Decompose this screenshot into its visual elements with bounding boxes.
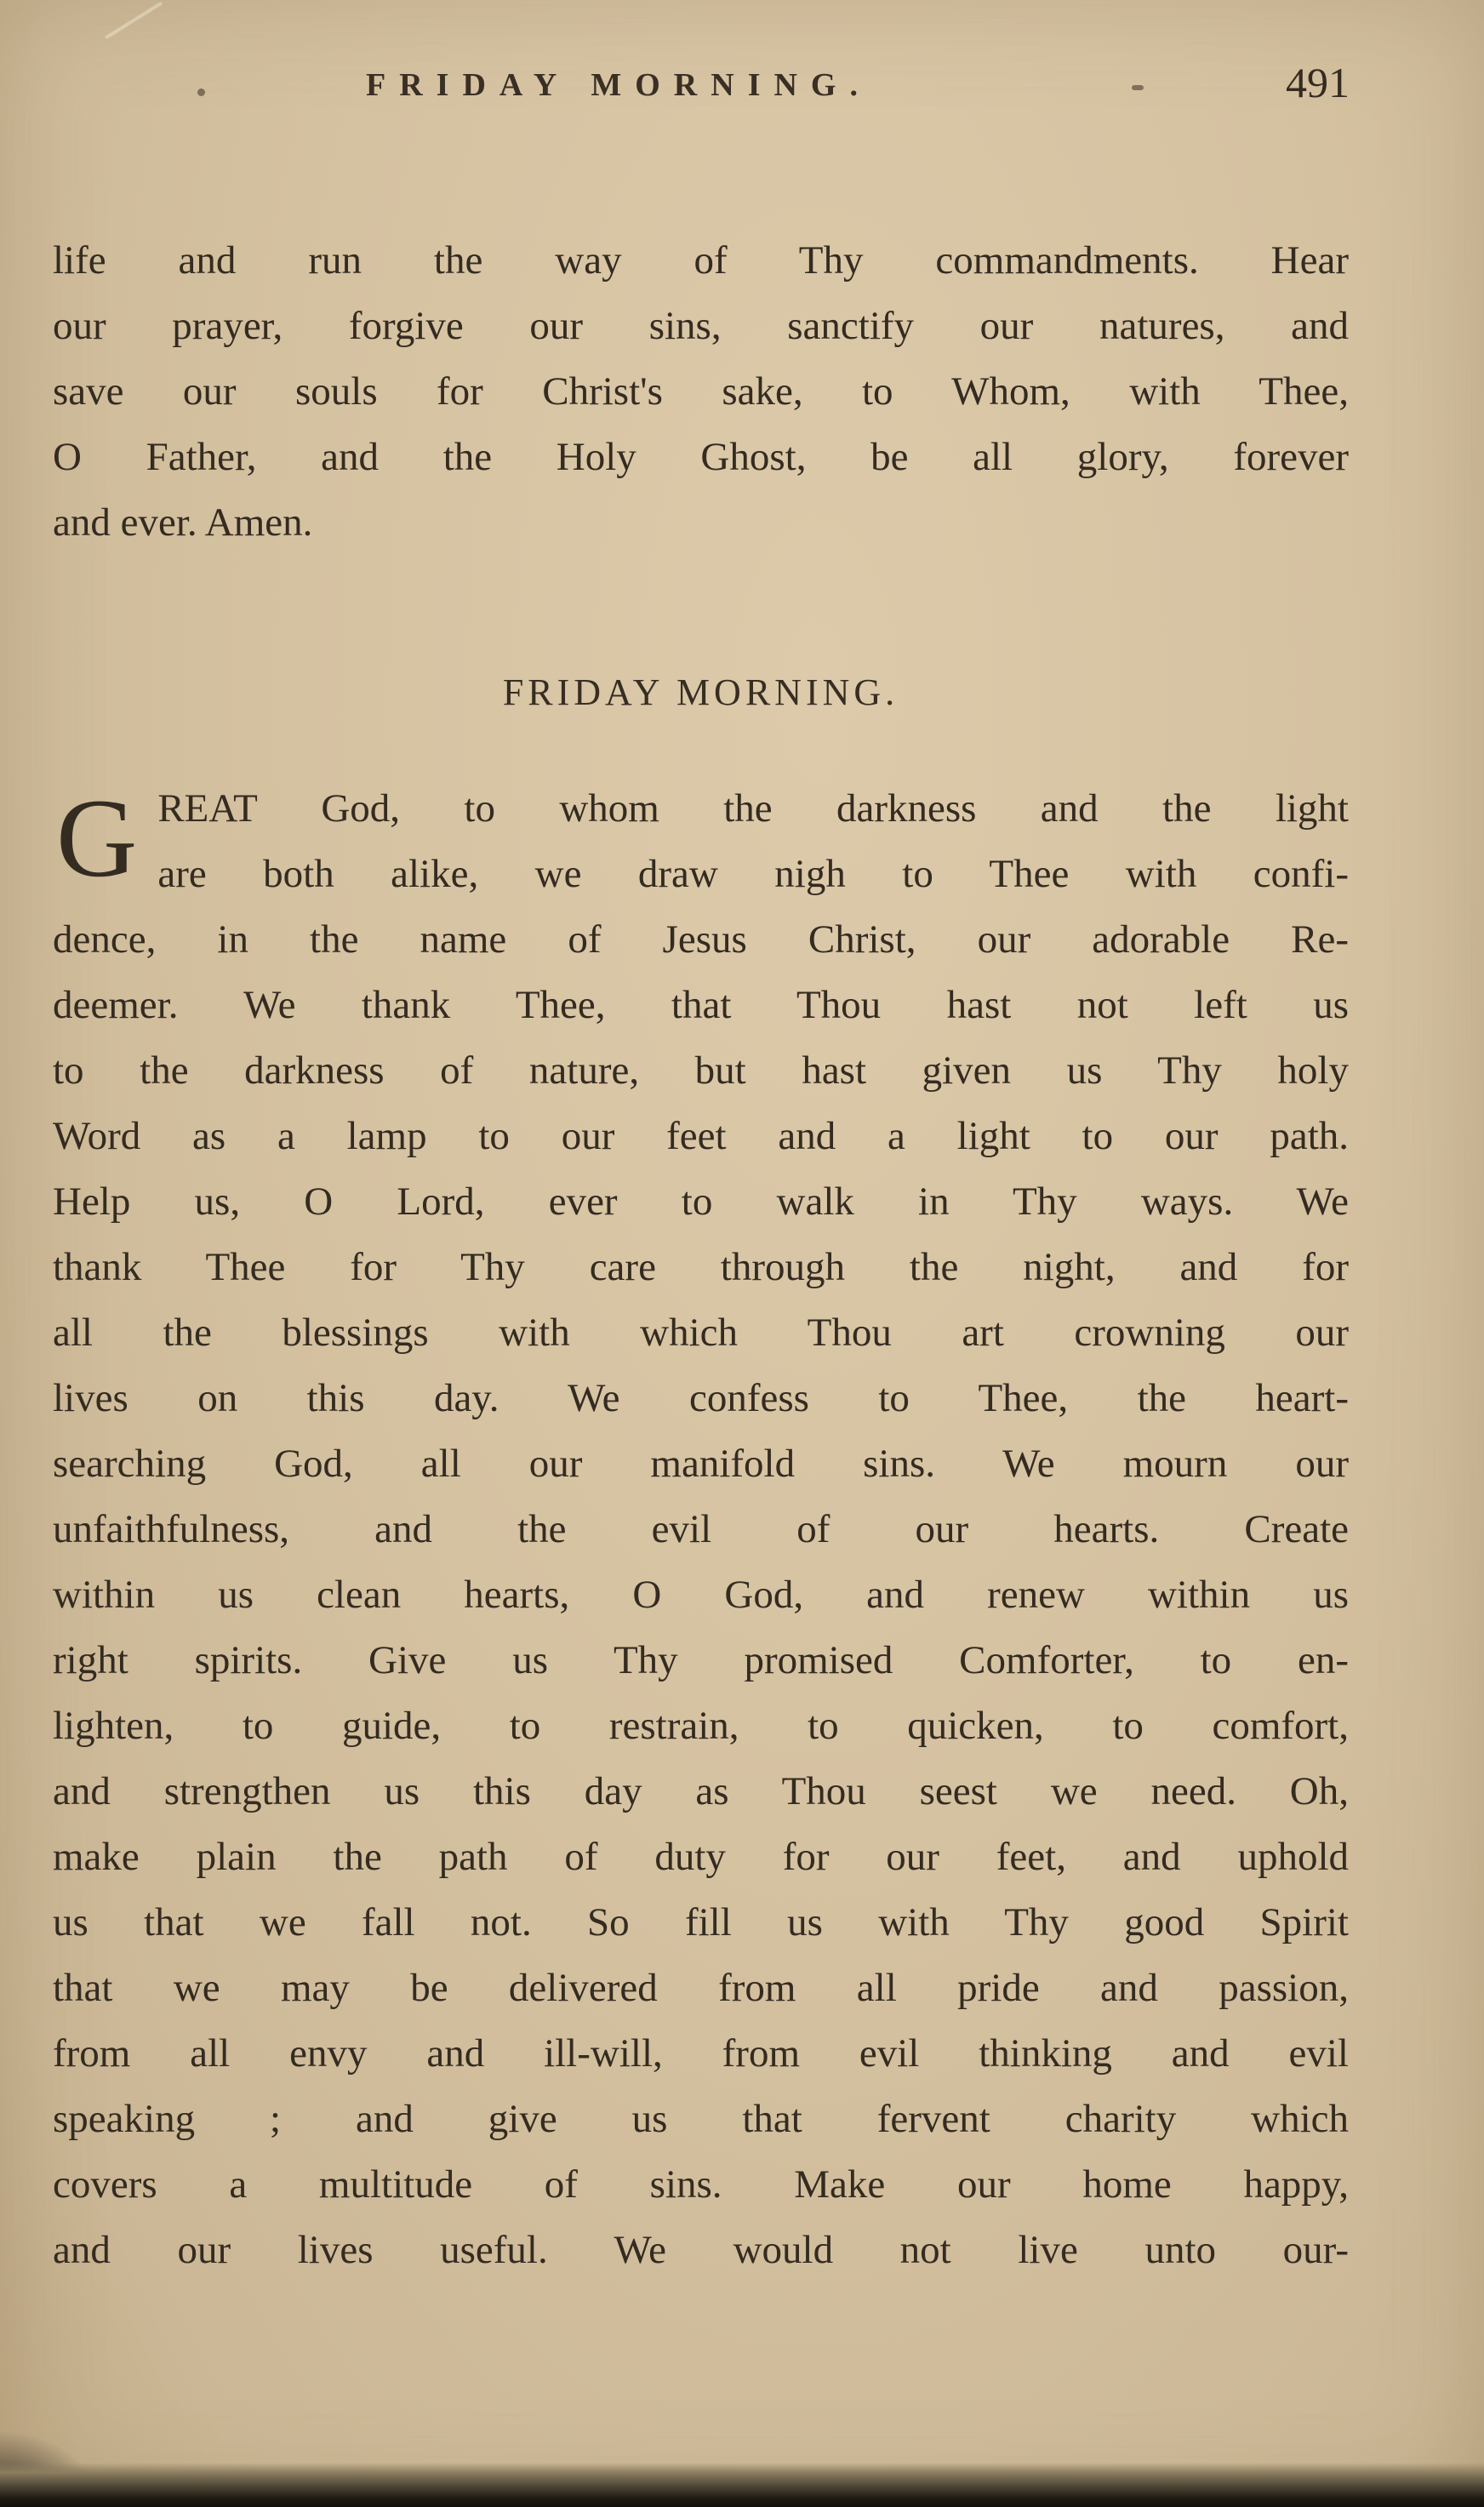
text-line: speaking ; and give us that fervent charity which (53, 2097, 1349, 2141)
text-line: REAT God, to whom the darkness and the light (157, 786, 1349, 831)
text-line: are both alike, we draw nigh to Thee with confi- (157, 852, 1349, 896)
text-line: O Father, and the Holy Ghost, be all glory, forever (53, 435, 1349, 479)
text-line: searching God, all our manifold sins. We mourn our (53, 1442, 1349, 1486)
page-number: 491 (1286, 59, 1350, 106)
running-header: FRIDAY MORNING. (366, 67, 871, 103)
text-line: and strengthen us this day as Thou seest we need. Oh, (53, 1769, 1349, 1813)
text-line: deemer. We thank Thee, that Thou hast not left us (53, 983, 1349, 1027)
section-heading: FRIDAY MORNING. (502, 671, 899, 713)
text-line: us that we fall not. So fill us with Thy good Spirit (53, 1900, 1349, 1944)
text-line: make plain the path of duty for our feet, and uphold (53, 1835, 1349, 1879)
text-line: Help us, O Lord, ever to walk in Thy ways. We (53, 1179, 1349, 1224)
text-line: our prayer, forgive our sins, sanctify our natures, and (53, 304, 1349, 348)
text-line: right spirits. Give us Thy promised Comforter, to en- (53, 1638, 1349, 1682)
text-line: from all envy and ill-will, from evil thinking and evil (53, 2031, 1349, 2076)
text-line: and our lives useful. We would not live unto our- (53, 2228, 1349, 2272)
text-line: to the darkness of nature, but hast given us Thy holy (53, 1048, 1349, 1093)
page-bottom-scan-edge (0, 2463, 1484, 2507)
paper-crease-mark (105, 2, 163, 40)
text-line: lives on this day. We confess to Thee, the heart- (53, 1376, 1349, 1420)
text-line: life and run the way of Thy commandments. Hear (53, 238, 1349, 283)
text-line: within us clean hearts, O God, and renew within us (53, 1573, 1349, 1617)
main-prayer-paragraph (53, 776, 1349, 2283)
prayer-text-lines (53, 776, 1349, 2283)
text-line: save our souls for Christ's sake, to Whom, with Thee, (53, 369, 1349, 414)
text-line: lighten, to guide, to restrain, to quicken, to comfort, (53, 1704, 1349, 1748)
text-line: thank Thee for Thy care through the night, and for (53, 1245, 1349, 1289)
text-line: covers a multitude of sins. Make our home happy, (53, 2162, 1349, 2207)
text-line: unfaithfulness, and the evil of our hearts. Create (53, 1507, 1349, 1551)
text-line: that we may be delivered from all pride and passion, (53, 1966, 1349, 2010)
continuation-paragraph (53, 228, 1349, 556)
text-line: Word as a lamp to our feet and a light to our path. (53, 1114, 1349, 1158)
text-line: dence, in the name of Jesus Christ, our adorable Re- (53, 917, 1349, 962)
text-line: and ever. Amen. (53, 500, 313, 545)
text-line: all the blessings with which Thou art crowning our (53, 1311, 1349, 1355)
drop-cap-initial: G (56, 775, 138, 900)
